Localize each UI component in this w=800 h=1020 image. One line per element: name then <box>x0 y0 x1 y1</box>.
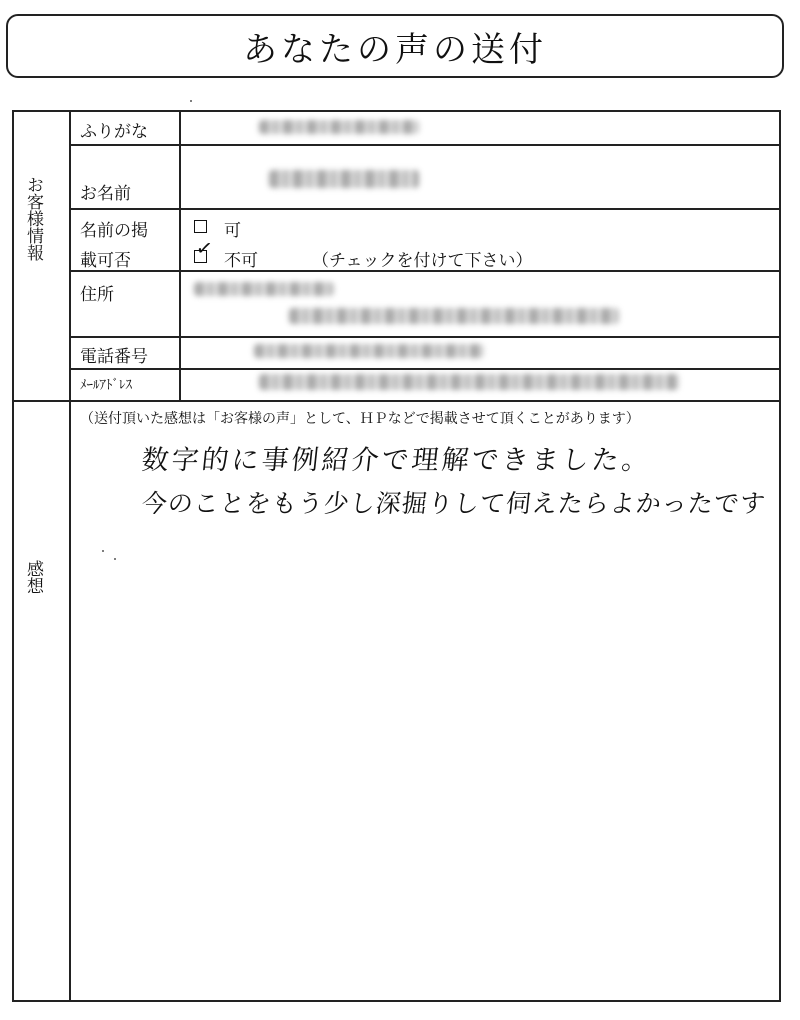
postal-code-redacted <box>194 282 334 296</box>
row-divider-furigana <box>69 144 779 146</box>
row-divider-address <box>69 336 779 338</box>
row-divider-name <box>69 208 779 210</box>
feedback-note: （送付頂いた感想は「お客様の声」として、ＨＰなどで掲載させて頂くことがあります） <box>80 411 640 427</box>
row-divider-phone <box>69 368 779 370</box>
email-redacted <box>259 374 679 390</box>
scan-speck <box>114 558 116 560</box>
scan-speck <box>102 550 104 552</box>
address-label: 住所 <box>80 285 114 305</box>
customer-info-side-label: お客様情報 <box>23 176 43 261</box>
field-label-divider <box>179 112 181 402</box>
handwritten-line-2: 今のことをもう少し深掘りして伺えたらよかったです <box>140 489 768 518</box>
name-redacted <box>269 170 419 188</box>
check-mark-icon: ✓ <box>194 234 215 262</box>
feedback-form <box>12 110 781 1002</box>
phone-label: 電話番号 <box>80 347 148 367</box>
name-label: お名前 <box>80 184 131 204</box>
handwritten-line-1: 数字的に事例紹介で理解できました。 <box>140 445 654 476</box>
scan-speck <box>190 100 192 102</box>
title-box <box>6 14 784 78</box>
publish-allow-checkbox[interactable] <box>194 220 207 233</box>
furigana-label: ふりがな <box>80 122 148 142</box>
publish-deny-label: 不可 <box>224 251 258 271</box>
feedback-side-label: 感想 <box>23 560 43 594</box>
phone-redacted <box>254 344 484 358</box>
furigana-redacted <box>259 120 419 134</box>
page-title: あなたの声の送付 <box>243 29 547 70</box>
publish-label-line2: 載可否 <box>80 251 131 271</box>
checkbox-instruction: （チェックを付けて下さい） <box>312 251 533 271</box>
publish-label-line1: 名前の掲 <box>80 221 148 241</box>
email-label: ﾒｰﾙｱﾄﾞﾚｽ <box>80 378 132 393</box>
section-divider <box>14 400 779 402</box>
publish-allow-label: 可 <box>224 221 241 241</box>
address-redacted <box>289 308 619 324</box>
label-column-divider <box>69 112 71 1000</box>
